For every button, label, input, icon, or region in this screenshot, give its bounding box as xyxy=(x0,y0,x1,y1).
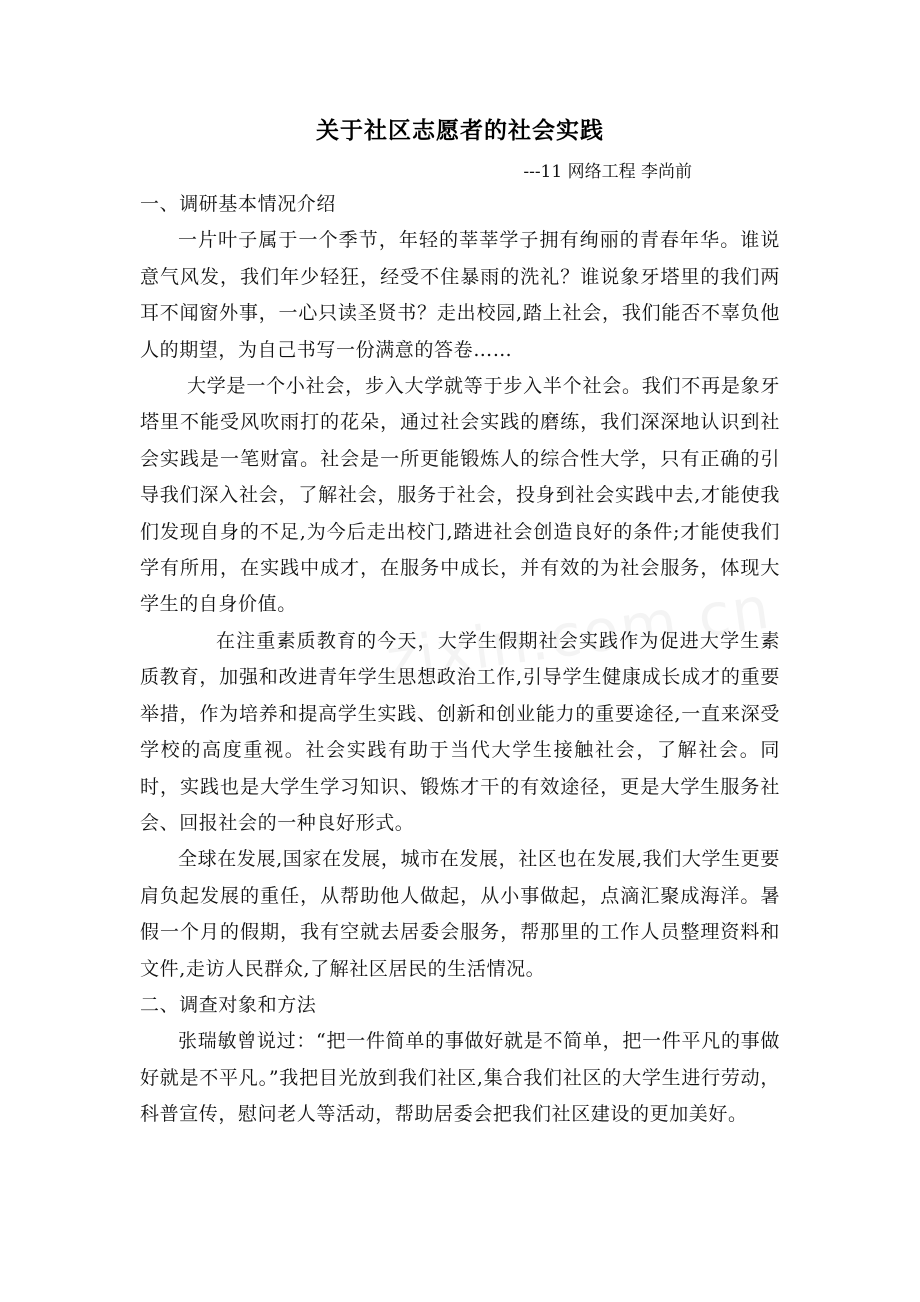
section-heading-1: 一、调研基本情况介绍 xyxy=(140,193,337,215)
author-byline: ---11 网络工程 李尚前 xyxy=(523,162,692,182)
paragraph-5: 张瑞敏曾说过：“把一件简单的事做好就是不简单，把一件平凡的事做好就是不平凡。”我把目光放到我们社区,集合我们社区的大学生进行劳动，科普宣传，慰问老人等活动，帮助居委会把我们社区建设的更加美好。 xyxy=(140,1030,780,1126)
paragraph-1: 一片叶子属于一个季节，年轻的莘莘学子拥有绚丽的青春年华。谁说意气风发，我们年少轻狂，经受不住暴雨的洗礼？谁说象牙塔里的我们两耳不闻窗外事，一心只读圣贤书？走出校园,踏上社会，我们能否不辜负他人的期望，为自己书写一份满意的答卷…… xyxy=(140,229,780,361)
section-heading-2: 二、调查对象和方法 xyxy=(140,993,317,1016)
paragraph-4: 全球在发展,国家在发展，城市在发展，社区也在发展,我们大学生更要肩负起发展的重任，从帮助他人做起，从小事做起，点滴汇聚成海洋。暑假一个月的假期，我有空就去居委会服务，帮那里的工作人员整理资料和文件,走访人民群众,了解社区居民的生活情况。 xyxy=(140,848,780,980)
document-body xyxy=(140,186,780,1133)
paragraph-3: 在注重素质教育的今天，大学生假期社会实践作为促进大学生素质教育，加强和改进青年学生思想政治工作,引导学生健康成长成才的重要举措，作为培养和提高学生实践、创新和创业能力的重要途径,一直来深受学校的高度重视。社会实践有助于当代大学生接触社会，了解社会。同时，实践也是大学生学习知识、锻炼才干的有效途径，更是大学生服务社会、回报社会的一种良好形式。 xyxy=(140,629,780,834)
document-title: 关于社区志愿者的社会实践 xyxy=(316,118,604,144)
paragraph-2: 大学是一个小社会，步入大学就等于步入半个社会。我们不再是象牙塔里不能受风吹雨打的花朵，通过社会实践的磨练，我们深深地认识到社会实践是一笔财富。社会是一所更能锻炼人的综合性大学，只有正确的引导我们深入社会，了解社会，服务于社会，投身到社会实践中去,才能使我们发现自身的不足,为今后走出校门,踏进社会创造良好的条件;才能使我们学有所用，在实践中成才，在服务中成长，并有效的为社会服务，体现大学生的自身价值。 xyxy=(140,375,780,616)
